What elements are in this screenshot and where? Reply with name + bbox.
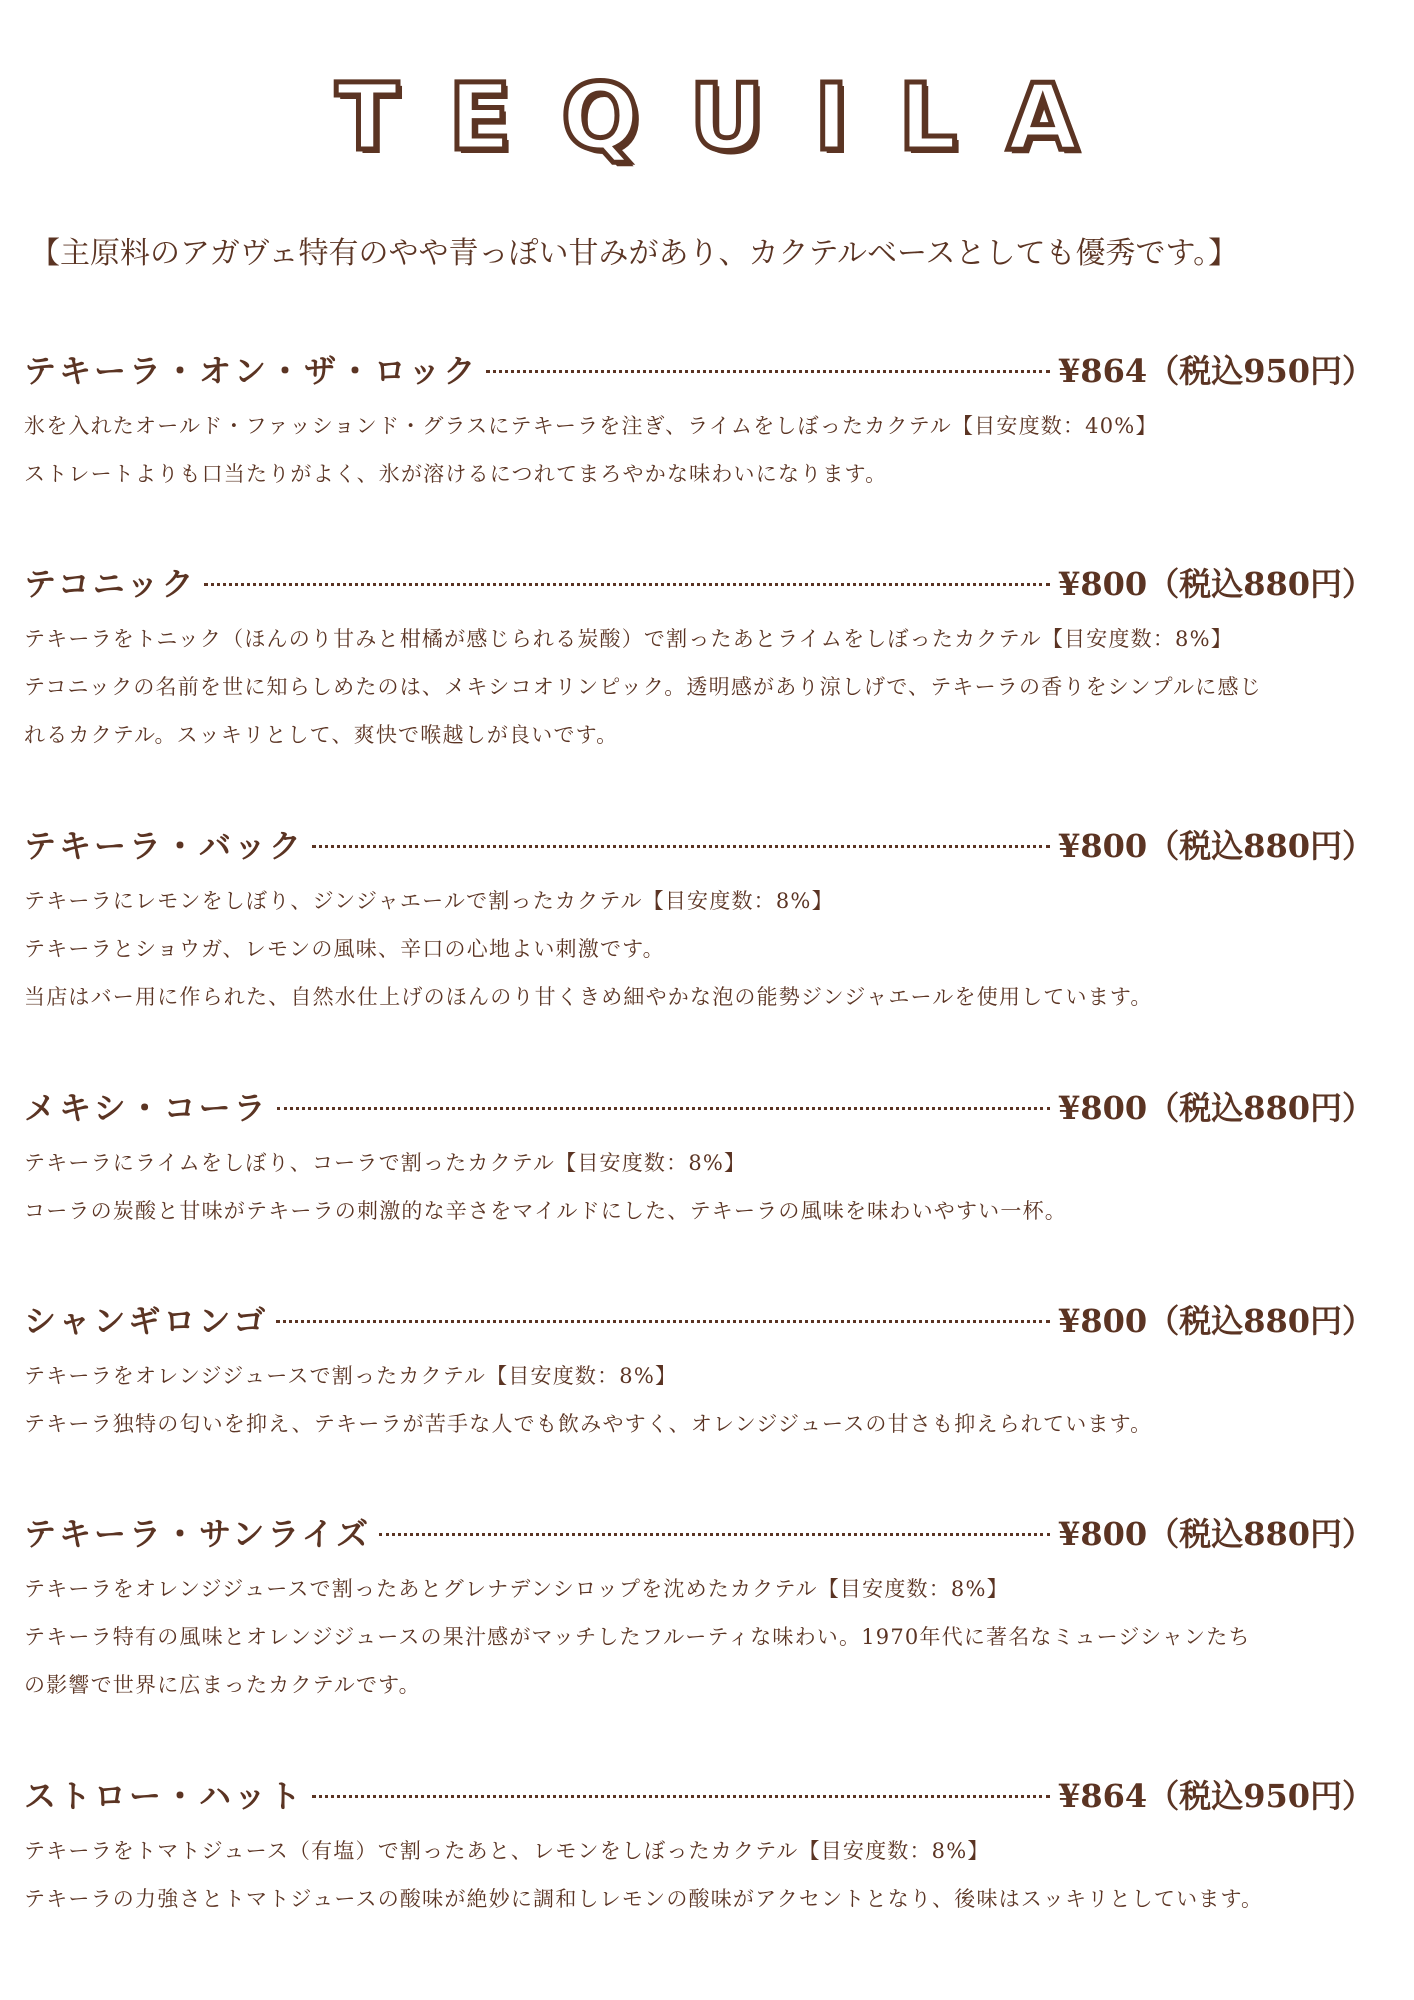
menu-item-description [24, 1139, 1400, 1235]
menu-item-header [24, 1509, 1374, 1561]
menu-item [24, 559, 1400, 759]
description-line: の影響で世界に広まったカクテルです。 [24, 1673, 421, 1697]
menu-item-header [24, 346, 1374, 398]
dotted-leader [204, 583, 1050, 586]
dotted-leader [312, 845, 1050, 848]
intro-text: 【主原料のアガヴェ特有のやや青っぽい甘みがあり、カクテルベースとしても優秀です。】 [30, 236, 1239, 271]
menu-item [24, 1509, 1400, 1709]
menu-item-description [24, 615, 1400, 759]
description-line: テキーラをトマトジュース（有塩）で割ったあと、レモンをしぼったカクテル【目安度数：8%】 [24, 1839, 990, 1863]
dotted-leader [276, 1320, 1050, 1323]
menu-item-price: ¥800（税込880円） [1058, 827, 1374, 865]
menu-item-name: シャンギロンゴ [24, 1302, 269, 1340]
menu-item-name: テコニック [24, 565, 197, 603]
menu-item-header [24, 821, 1374, 873]
menu-item-header [24, 1771, 1374, 1823]
description-line: テキーラとショウガ、レモンの風味、辛口の心地よい刺激です。 [24, 937, 665, 961]
menu-item-description [24, 877, 1400, 1021]
menu-item-name: テキーラ・サンライズ [24, 1515, 372, 1553]
menu-item [24, 1771, 1400, 1923]
description-line: 氷を入れたオールド・ファッションド・グラスにテキーラを注ぎ、ライムをしぼったカクテル【目安度数：40%】 [24, 414, 1158, 438]
menu-item-description [24, 402, 1400, 498]
menu-item-header [24, 1296, 1374, 1348]
description-line: テキーラをオレンジジュースで割ったカクテル【目安度数：8%】 [24, 1364, 678, 1388]
menu-item-price: ¥800（税込880円） [1058, 565, 1374, 603]
menu-item-description [24, 1565, 1400, 1709]
menu-item-price: ¥800（税込880円） [1058, 1089, 1374, 1127]
menu-item-description [24, 1827, 1400, 1923]
menu-item-name: テキーラ・バック [24, 827, 305, 865]
dotted-leader [486, 370, 1050, 373]
menu-item-name: テキーラ・オン・ザ・ロック [24, 352, 479, 390]
menu-item-name: メキシ・コーラ [24, 1089, 269, 1127]
menu-item [24, 1083, 1400, 1235]
description-line: テキーラをトニック（ほんのり甘みと柑橘が感じられる炭酸）で割ったあとライムをしぼったカクテル【目安度数：8%】 [24, 627, 1233, 651]
description-line: 当店はバー用に作られた、自然水仕上げのほんのり甘くきめ細やかな泡の能勢ジンジャエールを使用しています。 [24, 985, 1153, 1009]
menu-item [24, 1296, 1400, 1448]
menu-item-header [24, 1083, 1374, 1135]
menu-item [24, 346, 1400, 498]
page-title: TEQUILA [335, 64, 1129, 171]
menu-item-price: ¥800（税込880円） [1058, 1302, 1374, 1340]
description-line: テキーラをオレンジジュースで割ったあとグレナデンシロップを沈めたカクテル【目安度数：8%】 [24, 1577, 1009, 1601]
menu-item-price: ¥864（税込950円） [1058, 352, 1374, 390]
menu-item-price: ¥864（税込950円） [1058, 1777, 1374, 1815]
dotted-leader [277, 1107, 1050, 1110]
description-line: テキーラの力強さとトマトジュースの酸味が絶妙に調和しレモンの酸味がアクセントとなり、後味はスッキリとしています。 [24, 1887, 1264, 1911]
menu-item-description [24, 1352, 1400, 1448]
description-line: テコニックの名前を世に知らしめたのは、メキシコオリンピック。透明感があり涼しげで、テキーラの香りをシンプルに感じ [24, 675, 1262, 699]
description-line: コーラの炭酸と甘味がテキーラの刺激的な辛さをマイルドにした、テキーラの風味を味わいやすい一杯。 [24, 1199, 1067, 1223]
description-line: ストレートよりも口当たりがよく、氷が溶けるにつれてまろやかな味わいになります。 [24, 462, 888, 486]
menu-item-header [24, 559, 1374, 611]
description-line: テキーラ独特の匂いを抑え、テキーラが苦手な人でも飲みやすく、オレンジジュースの甘さも抑えられています。 [24, 1412, 1153, 1436]
menu-item [24, 821, 1400, 1021]
description-line: れるカクテル。スッキリとして、爽快で喉越しが良いです。 [24, 723, 619, 747]
menu-item-price: ¥800（税込880円） [1058, 1515, 1374, 1553]
description-line: テキーラにレモンをしぼり、ジンジャエールで割ったカクテル【目安度数：8%】 [24, 889, 834, 913]
menu-item-name: ストロー・ハット [24, 1777, 305, 1815]
dotted-leader [379, 1533, 1050, 1536]
dotted-leader [312, 1795, 1050, 1798]
description-line: テキーラ特有の風味とオレンジジュースの果汁感がマッチしたフルーティな味わい。1970年代に著名なミュージシャンたち [24, 1625, 1251, 1649]
description-line: テキーラにライムをしぼり、コーラで割ったカクテル【目安度数：8%】 [24, 1151, 747, 1175]
